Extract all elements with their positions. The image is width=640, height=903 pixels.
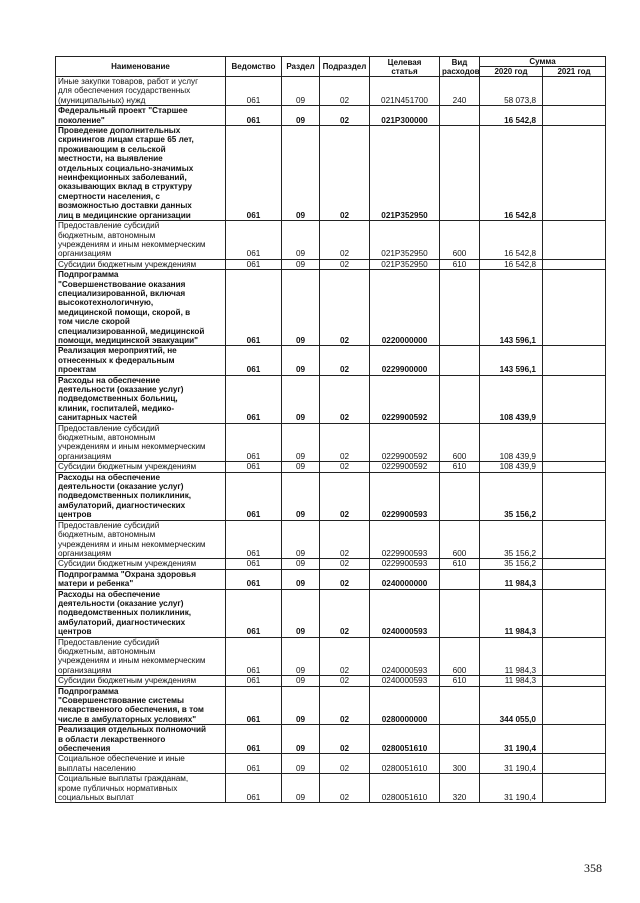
row-target: 0240000593 xyxy=(370,637,440,676)
row-podrazdel: 02 xyxy=(320,375,370,423)
budget-table xyxy=(55,56,606,803)
row-podrazdel: 02 xyxy=(320,589,370,637)
row-target: 0229900593 xyxy=(370,472,440,520)
row-vedomstvo: 061 xyxy=(226,569,282,589)
row-razdel: 09 xyxy=(282,472,320,520)
row-vedomstvo: 061 xyxy=(226,259,282,269)
row-target: 021P352950 xyxy=(370,259,440,269)
row-sum-2021 xyxy=(543,346,606,375)
row-vedomstvo: 061 xyxy=(226,346,282,375)
row-razdel: 09 xyxy=(282,221,320,260)
row-vedomstvo: 061 xyxy=(226,774,282,803)
table-row xyxy=(56,520,606,559)
row-podrazdel: 02 xyxy=(320,462,370,472)
col-header-podrazdel: Подраздел xyxy=(320,57,370,77)
row-podrazdel: 02 xyxy=(320,77,370,106)
row-sum-2021 xyxy=(543,559,606,569)
col-header-vid: Вид расходов xyxy=(440,57,480,77)
row-vid: 600 xyxy=(440,520,480,559)
row-name: Субсидии бюджетным учреждениям xyxy=(56,676,226,686)
row-sum-2021 xyxy=(543,126,606,221)
row-sum-2021 xyxy=(543,472,606,520)
row-name: Социальные выплаты гражданам, кроме публичных нормативных социальных выплат xyxy=(56,774,226,803)
col-header-razdel: Раздел xyxy=(282,57,320,77)
row-sum-2020: 31 190,4 xyxy=(480,725,543,754)
row-podrazdel: 02 xyxy=(320,559,370,569)
row-podrazdel: 02 xyxy=(320,126,370,221)
table-body xyxy=(56,77,606,803)
table-row xyxy=(56,569,606,589)
row-target: 0220000000 xyxy=(370,270,440,346)
row-vedomstvo: 061 xyxy=(226,375,282,423)
row-sum-2021 xyxy=(543,569,606,589)
row-razdel: 09 xyxy=(282,346,320,375)
row-name: Иные закупки товаров, работ и услуг для обеспечения государственных (муниципальных) нужд xyxy=(56,77,226,106)
row-target: 0280051610 xyxy=(370,725,440,754)
row-target: 021P352950 xyxy=(370,126,440,221)
row-vedomstvo: 061 xyxy=(226,686,282,725)
row-target: 0280051610 xyxy=(370,774,440,803)
row-sum-2021 xyxy=(543,462,606,472)
row-razdel: 09 xyxy=(282,774,320,803)
row-sum-2020: 11 984,3 xyxy=(480,637,543,676)
row-sum-2020: 16 542,8 xyxy=(480,106,543,126)
row-target: 0229900000 xyxy=(370,346,440,375)
row-vid: 610 xyxy=(440,559,480,569)
row-sum-2021 xyxy=(543,725,606,754)
row-name: Субсидии бюджетным учреждениям xyxy=(56,462,226,472)
row-name: Предоставление субсидий бюджетным, автономным учреждениям и иным некоммерческим организациям xyxy=(56,637,226,676)
row-name: Расходы на обеспечение деятельности (оказание услуг) подведомственных больниц, клиник, госпиталей, медико- санитарных частей xyxy=(56,375,226,423)
row-target: 0229900592 xyxy=(370,423,440,462)
row-razdel: 09 xyxy=(282,725,320,754)
row-razdel: 09 xyxy=(282,423,320,462)
col-header-2020: 2020 год xyxy=(480,67,543,77)
row-name: Социальное обеспечение и иные выплаты населению xyxy=(56,754,226,774)
row-vedomstvo: 061 xyxy=(226,676,282,686)
row-target: 0280051610 xyxy=(370,754,440,774)
row-vid xyxy=(440,106,480,126)
row-sum-2020: 16 542,8 xyxy=(480,259,543,269)
row-sum-2020: 58 073,8 xyxy=(480,77,543,106)
col-header-2021: 2021 год xyxy=(543,67,606,77)
row-sum-2021 xyxy=(543,423,606,462)
row-vid xyxy=(440,725,480,754)
row-name: Субсидии бюджетным учреждениям xyxy=(56,259,226,269)
page-number: 358 xyxy=(584,861,602,875)
row-sum-2021 xyxy=(543,77,606,106)
col-header-vedomstvo: Ведомство xyxy=(226,57,282,77)
row-sum-2021 xyxy=(543,259,606,269)
table-row xyxy=(56,423,606,462)
row-vedomstvo: 061 xyxy=(226,106,282,126)
row-podrazdel: 02 xyxy=(320,423,370,462)
table-row xyxy=(56,754,606,774)
row-vedomstvo: 061 xyxy=(226,423,282,462)
row-vid: 610 xyxy=(440,259,480,269)
row-vedomstvo: 061 xyxy=(226,559,282,569)
row-vedomstvo: 061 xyxy=(226,462,282,472)
row-razdel: 09 xyxy=(282,569,320,589)
row-podrazdel: 02 xyxy=(320,725,370,754)
row-target: 0229900593 xyxy=(370,559,440,569)
row-name: Подпрограмма "Охрана здоровья матери и ребенка" xyxy=(56,569,226,589)
row-vid xyxy=(440,375,480,423)
row-sum-2021 xyxy=(543,520,606,559)
row-vid xyxy=(440,346,480,375)
row-sum-2021 xyxy=(543,754,606,774)
row-razdel: 09 xyxy=(282,559,320,569)
table-row xyxy=(56,346,606,375)
row-vedomstvo: 061 xyxy=(226,126,282,221)
row-vid: 610 xyxy=(440,462,480,472)
row-sum-2021 xyxy=(543,106,606,126)
row-target: 0229900593 xyxy=(370,520,440,559)
row-sum-2020: 16 542,8 xyxy=(480,221,543,260)
row-podrazdel: 02 xyxy=(320,569,370,589)
col-header-summa: Сумма xyxy=(480,57,606,67)
row-sum-2020: 11 984,3 xyxy=(480,676,543,686)
row-sum-2020: 16 542,8 xyxy=(480,126,543,221)
row-razdel: 09 xyxy=(282,126,320,221)
row-vedomstvo: 061 xyxy=(226,725,282,754)
row-razdel: 09 xyxy=(282,686,320,725)
row-name: Федеральный проект "Старшее поколение" xyxy=(56,106,226,126)
row-vedomstvo: 061 xyxy=(226,221,282,260)
row-target: 021N451700 xyxy=(370,77,440,106)
row-sum-2021 xyxy=(543,589,606,637)
row-sum-2020: 11 984,3 xyxy=(480,589,543,637)
row-podrazdel: 02 xyxy=(320,270,370,346)
row-sum-2021 xyxy=(543,221,606,260)
table-row xyxy=(56,774,606,803)
row-vedomstvo: 061 xyxy=(226,754,282,774)
row-target: 0240000593 xyxy=(370,589,440,637)
table-row xyxy=(56,725,606,754)
row-sum-2020: 35 156,2 xyxy=(480,520,543,559)
row-razdel: 09 xyxy=(282,270,320,346)
row-razdel: 09 xyxy=(282,676,320,686)
row-name: Реализация отдельных полномочий в области лекарственного обеспечения xyxy=(56,725,226,754)
row-podrazdel: 02 xyxy=(320,106,370,126)
row-vid: 600 xyxy=(440,221,480,260)
row-vid xyxy=(440,270,480,346)
row-sum-2020: 143 596,1 xyxy=(480,270,543,346)
col-header-target: Целевая статья xyxy=(370,57,440,77)
table-row xyxy=(56,472,606,520)
row-vid: 300 xyxy=(440,754,480,774)
table-row xyxy=(56,559,606,569)
row-sum-2021 xyxy=(543,686,606,725)
row-name: Предоставление субсидий бюджетным, автономным учреждениям и иным некоммерческим организациям xyxy=(56,520,226,559)
row-sum-2020: 108 439,9 xyxy=(480,423,543,462)
row-vid xyxy=(440,686,480,725)
row-sum-2021 xyxy=(543,774,606,803)
row-razdel: 09 xyxy=(282,589,320,637)
row-name: Субсидии бюджетным учреждениям xyxy=(56,559,226,569)
row-sum-2020: 143 596,1 xyxy=(480,346,543,375)
row-name: Предоставление субсидий бюджетным, автономным учреждениям и иным некоммерческим организациям xyxy=(56,423,226,462)
table-row xyxy=(56,637,606,676)
row-podrazdel: 02 xyxy=(320,472,370,520)
row-vid xyxy=(440,126,480,221)
row-target: 0229900592 xyxy=(370,375,440,423)
row-podrazdel: 02 xyxy=(320,774,370,803)
row-sum-2020: 11 984,3 xyxy=(480,569,543,589)
row-sum-2020: 31 190,4 xyxy=(480,774,543,803)
row-vid: 600 xyxy=(440,423,480,462)
row-vedomstvo: 061 xyxy=(226,589,282,637)
row-sum-2020: 31 190,4 xyxy=(480,754,543,774)
table-row xyxy=(56,676,606,686)
row-sum-2020: 35 156,2 xyxy=(480,559,543,569)
header-row xyxy=(56,57,606,67)
table-row xyxy=(56,259,606,269)
row-sum-2021 xyxy=(543,375,606,423)
row-razdel: 09 xyxy=(282,520,320,559)
row-vid xyxy=(440,589,480,637)
row-podrazdel: 02 xyxy=(320,221,370,260)
table-row xyxy=(56,221,606,260)
row-razdel: 09 xyxy=(282,637,320,676)
row-vid: 240 xyxy=(440,77,480,106)
table-row xyxy=(56,126,606,221)
row-target: 0240000000 xyxy=(370,569,440,589)
row-sum-2020: 344 055,0 xyxy=(480,686,543,725)
row-vid xyxy=(440,569,480,589)
row-podrazdel: 02 xyxy=(320,754,370,774)
row-name: Предоставление субсидий бюджетным, автономным учреждениям и иным некоммерческим организациям xyxy=(56,221,226,260)
row-vedomstvo: 061 xyxy=(226,637,282,676)
table-row xyxy=(56,589,606,637)
table-row xyxy=(56,462,606,472)
row-razdel: 09 xyxy=(282,375,320,423)
row-podrazdel: 02 xyxy=(320,686,370,725)
row-target: 0240000593 xyxy=(370,676,440,686)
row-podrazdel: 02 xyxy=(320,520,370,559)
table-row xyxy=(56,106,606,126)
row-name: Проведение дополнительных скринингов лицам старше 65 лет, проживающим в сельской местности, на выявление отдельных социально-значимых неинфекционных заболеваний, оказывающих вклад в структуру смертности населения, с возможностью доставки данных лиц в медицинские организации xyxy=(56,126,226,221)
table-row xyxy=(56,375,606,423)
row-razdel: 09 xyxy=(282,106,320,126)
row-name: Расходы на обеспечение деятельности (оказание услуг) подведомственных поликлиник, амбулаторий, диагностических центров xyxy=(56,472,226,520)
row-target: 021P300000 xyxy=(370,106,440,126)
row-sum-2020: 108 439,9 xyxy=(480,462,543,472)
row-podrazdel: 02 xyxy=(320,637,370,676)
row-sum-2021 xyxy=(543,270,606,346)
row-vedomstvo: 061 xyxy=(226,77,282,106)
row-razdel: 09 xyxy=(282,462,320,472)
row-vedomstvo: 061 xyxy=(226,520,282,559)
row-name: Подпрограмма "Совершенствование оказания специализированной, включая высокотехнологичную, медицинской помощи, скорой, в том числе скорой специализированной, медицинской помощи, медицинской эвакуации" xyxy=(56,270,226,346)
row-name: Расходы на обеспечение деятельности (оказание услуг) подведомственных поликлиник, амбулаторий, диагностических центров xyxy=(56,589,226,637)
row-sum-2021 xyxy=(543,676,606,686)
table-row xyxy=(56,686,606,725)
row-razdel: 09 xyxy=(282,77,320,106)
row-name: Реализация мероприятий, не отнесенных к федеральным проектам xyxy=(56,346,226,375)
row-razdel: 09 xyxy=(282,754,320,774)
row-podrazdel: 02 xyxy=(320,259,370,269)
row-vid: 320 xyxy=(440,774,480,803)
row-name: Подпрограмма "Совершенствование системы лекарственного обеспечения, в том числе в амбулаторных условиях" xyxy=(56,686,226,725)
row-target: 0280000000 xyxy=(370,686,440,725)
row-sum-2021 xyxy=(543,637,606,676)
row-vid xyxy=(440,472,480,520)
table-row xyxy=(56,77,606,106)
row-podrazdel: 02 xyxy=(320,346,370,375)
row-vedomstvo: 061 xyxy=(226,270,282,346)
table-row xyxy=(56,270,606,346)
row-target: 021P352950 xyxy=(370,221,440,260)
row-sum-2020: 35 156,2 xyxy=(480,472,543,520)
row-vedomstvo: 061 xyxy=(226,472,282,520)
row-sum-2020: 108 439,9 xyxy=(480,375,543,423)
row-target: 0229900592 xyxy=(370,462,440,472)
col-header-name: Наименование xyxy=(56,57,226,77)
row-vid: 610 xyxy=(440,676,480,686)
row-podrazdel: 02 xyxy=(320,676,370,686)
row-vid: 600 xyxy=(440,637,480,676)
row-razdel: 09 xyxy=(282,259,320,269)
